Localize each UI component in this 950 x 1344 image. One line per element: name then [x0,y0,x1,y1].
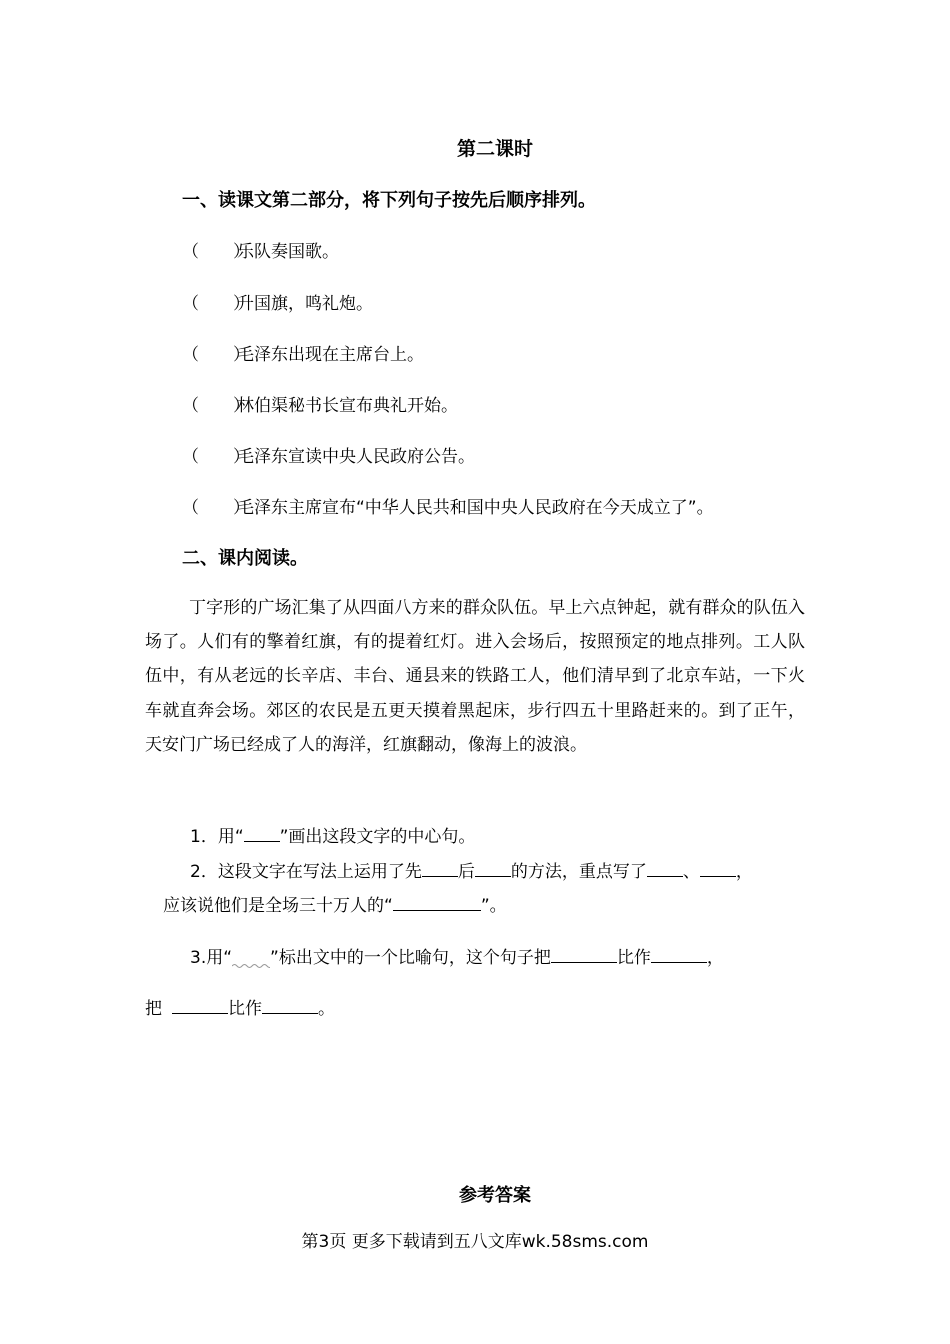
question-2 [190,857,753,882]
q3-blank-2[interactable] [651,946,707,963]
q2-sep: 、 [682,862,700,882]
q2-prefix: 2．这段文字在写法上运用了先 [190,862,422,882]
question-1 [190,822,475,847]
order-item [182,340,424,365]
order-item-text: 毛泽东主席宣布“中华人民共和国中央人民政府在今天成立了”。 [237,498,714,518]
q2-mid1: 后 [457,862,475,882]
question-3-line2 [145,994,335,1019]
q1-blank[interactable] [244,825,280,842]
section2-heading: 二、课内阅读。 [182,548,308,569]
q3-blank-4[interactable] [262,997,318,1014]
page-title: 第二课时 [456,138,533,160]
q2-mid2: 的方法，重点写了 [510,862,647,882]
order-item [182,237,339,262]
section1-heading: 一、读课文第二部分，将下列句子按先后顺序排列。 [182,190,596,211]
order-item [182,442,475,467]
q1-suffix: ”画出这段文字的中心句。 [279,827,476,847]
q3-end: ， [706,948,724,968]
q2-blank-5[interactable] [393,894,481,911]
answer-paren[interactable]: （ ） [182,447,250,467]
q2-blank-4[interactable] [700,860,736,877]
question-2-line2 [163,891,507,916]
answer-title: 参考答案 [459,1185,531,1206]
wavy-underline-icon [232,947,270,963]
q2-blank-2[interactable] [475,860,511,877]
q2-blank-1[interactable] [422,860,458,877]
q1-prefix: 1．用“ [190,827,244,847]
q3-blank-1[interactable] [551,946,617,963]
answer-paren[interactable]: （ ） [182,498,250,518]
order-item-text: 乐队奏国歌。 [237,242,339,262]
answer-paren[interactable]: （ ） [182,396,250,416]
q2-line2-suffix: ”。 [480,896,507,916]
q3-line2-prefix: 把 [145,999,162,1019]
order-item-text: 毛泽东宣读中央人民政府公告。 [237,447,475,467]
order-item [182,391,458,416]
answer-paren[interactable]: （ ） [182,294,250,314]
q3-mid: ”标出文中的一个比喻句，这个句子把 [270,948,551,968]
page-footer: 第3页 更多下载请到五八文库wk.58sms.com [301,1232,649,1252]
answer-paren[interactable]: （ ） [182,242,250,262]
passage-text: 丁字形的广场汇集了从四面八方来的群众队伍。早上六点钟起，就有群众的队伍入场了。人们有的擎着红旗，有的提着红灯。进入会场后，按照预定的地点排列。工人队伍中，有从老远的长辛店、丰台、通县来的铁路工人，他们清早到了北京车站，一下火车就直奔会场。郊区的农民是五更天摸着黑起床，步行四五十里路赶来的。到了正午，天安门广场已经成了人的海洋，红旗翻动，像海上的波浪。 [145,598,805,755]
q3-prefix: 3.用“ [190,948,233,968]
q3-comp-1: 比作 [616,948,651,968]
question-3 [190,943,724,968]
order-item-text: 毛泽东出现在主席台上。 [237,345,424,365]
q2-line2-prefix: 应该说他们是全场三十万人的“ [163,896,393,916]
answer-paren[interactable]: （ ） [182,345,250,365]
order-item [182,289,373,314]
q2-blank-3[interactable] [647,860,683,877]
q3-blank-3[interactable] [172,997,228,1014]
reading-passage [145,591,805,762]
order-item-text: 升国旗，鸣礼炮。 [237,294,373,314]
order-item-text: 林伯渠秘书长宣布典礼开始。 [237,396,458,416]
order-item [182,493,714,518]
q2-end: ， [735,862,753,882]
q3-line2-end: 。 [318,999,335,1019]
q3-comp-2: 比作 [228,999,262,1019]
